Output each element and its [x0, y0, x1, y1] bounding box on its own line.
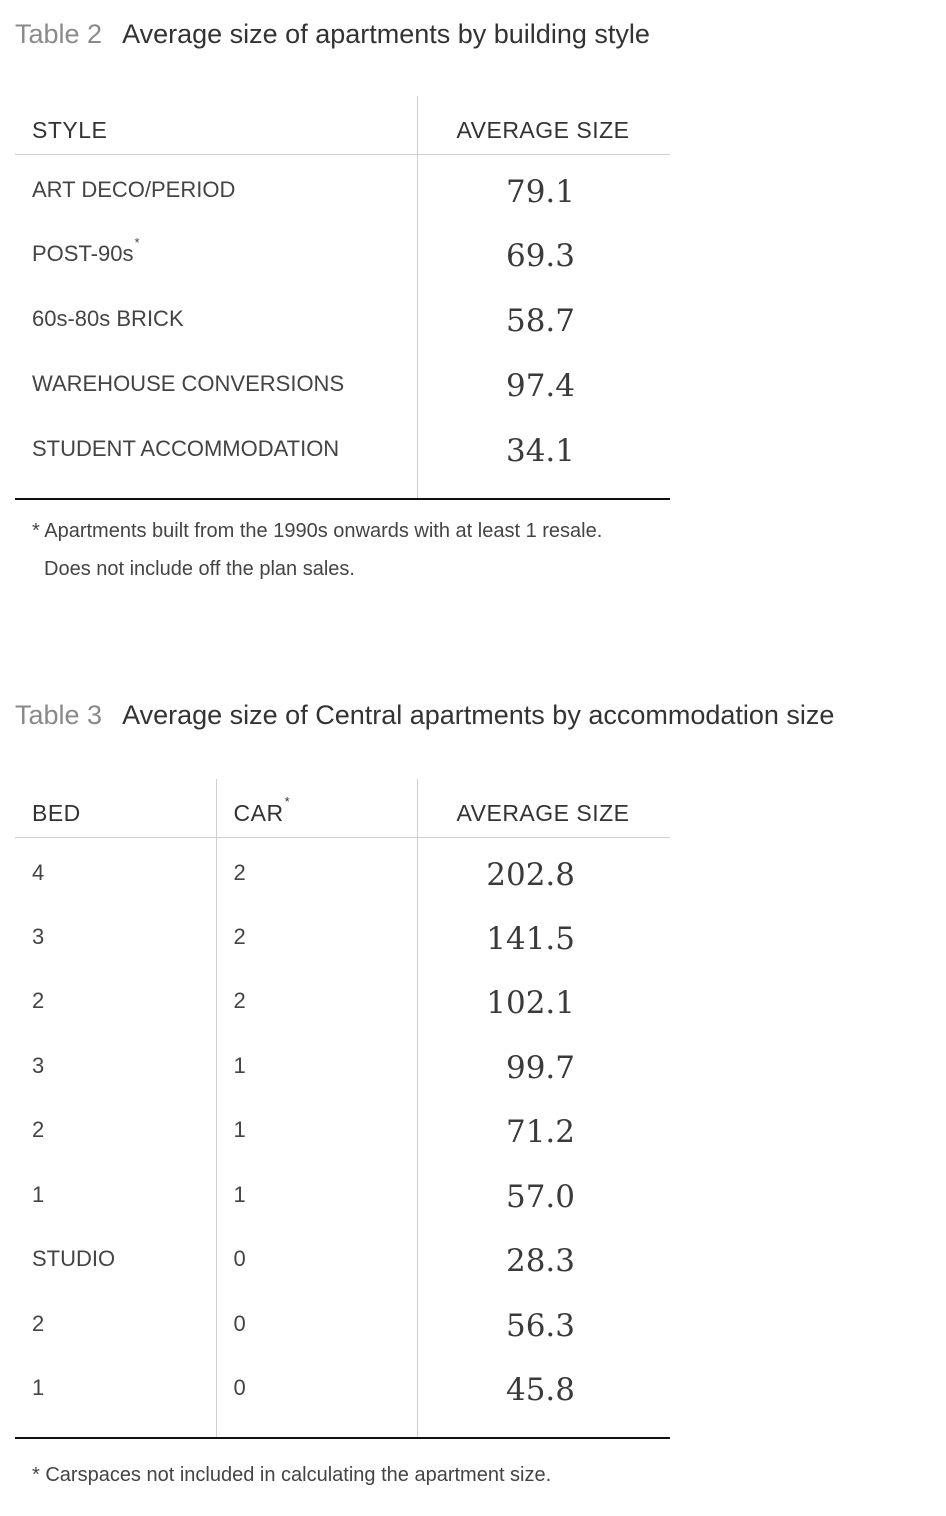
table2-spacer-row — [15, 479, 670, 499]
table3-caption — [15, 698, 834, 732]
table-row — [15, 1160, 670, 1225]
table2-header-style: STYLE — [15, 96, 417, 154]
table3-body — [15, 837, 670, 1438]
style-label: WAREHOUSE CONVERSIONS — [32, 371, 345, 396]
bed-cell: 3 — [32, 1052, 45, 1078]
table-row — [15, 349, 670, 414]
table2-header-average-size: AVERAGE SIZE — [417, 96, 670, 154]
style-label: POST-90s — [32, 241, 134, 266]
table3-header-row — [15, 779, 670, 837]
table-row — [15, 1095, 670, 1160]
table3-header-car — [216, 779, 417, 837]
table2-title: Average size of apartments by building style — [122, 19, 650, 49]
bed-cell: 4 — [32, 859, 45, 885]
car-cell: 1 — [216, 1160, 417, 1225]
spacer-cell — [417, 479, 670, 499]
style-cell — [15, 219, 417, 284]
table2-tag: Table 2 — [15, 19, 103, 49]
table-row — [15, 1289, 670, 1354]
average-size-cell: 58.7 — [417, 284, 670, 349]
spacer-cell — [417, 1418, 670, 1438]
table-row — [15, 284, 670, 349]
style-label: 60s-80s BRICK — [32, 306, 184, 331]
average-size-cell: 69.3 — [417, 219, 670, 284]
average-size-cell: 28.3 — [417, 1224, 670, 1289]
table2-caption — [15, 17, 650, 51]
table-row — [15, 414, 670, 479]
table-row — [15, 154, 670, 219]
table2-footnote — [32, 512, 602, 588]
style-label: ART DECO/PERIOD — [32, 176, 236, 202]
table2-body — [15, 154, 670, 499]
car-cell: 2 — [216, 902, 417, 967]
average-size-cell: 45.8 — [417, 1353, 670, 1418]
average-size-cell: 99.7 — [417, 1031, 670, 1096]
average-size-cell: 56.3 — [417, 1289, 670, 1354]
style-cell — [15, 284, 417, 349]
bed-cell: 2 — [32, 1310, 45, 1336]
table-row — [15, 837, 670, 902]
car-cell: 2 — [216, 837, 417, 902]
car-cell: 2 — [216, 966, 417, 1031]
average-size-cell: 34.1 — [417, 414, 670, 479]
table3-tag: Table 3 — [15, 700, 103, 730]
table-row — [15, 902, 670, 967]
car-cell: 1 — [216, 1095, 417, 1160]
table3-footnote: * Carspaces not included in calculating the apartment size. — [32, 1464, 552, 1486]
bed-cell: 1 — [32, 1375, 45, 1400]
table3-header-car-footnote-mark: * — [284, 793, 291, 809]
bed-cell: 2 — [32, 988, 45, 1013]
table-row — [15, 219, 670, 284]
table2-header-row — [15, 96, 670, 154]
bed-cell: 1 — [32, 1181, 45, 1207]
average-size-cell: 141.5 — [417, 902, 670, 967]
average-size-cell: 79.1 — [417, 154, 670, 219]
car-cell: 0 — [216, 1289, 417, 1354]
table-row — [15, 1353, 670, 1418]
table3-header-average-size: AVERAGE SIZE — [417, 779, 670, 837]
bed-cell: 2 — [32, 1117, 45, 1142]
table2-footnote-line1: * Apartments built from the 1990s onwards with at least 1 resale. — [32, 520, 603, 542]
spacer-cell — [15, 479, 417, 499]
style-cell — [15, 154, 417, 219]
table3-header-car-label: CAR — [233, 799, 284, 826]
style-cell — [15, 414, 417, 479]
average-size-cell: 57.0 — [417, 1160, 670, 1225]
table3-header-bed: BED — [15, 779, 216, 837]
car-cell: 1 — [216, 1031, 417, 1096]
table2 — [15, 96, 670, 500]
car-cell: 0 — [216, 1353, 417, 1418]
spacer-cell — [216, 1418, 417, 1438]
average-size-cell: 202.8 — [417, 837, 670, 902]
average-size-cell: 71.2 — [417, 1095, 670, 1160]
bed-cell: 3 — [32, 923, 45, 949]
table3 — [15, 779, 670, 1439]
table3-spacer-row — [15, 1418, 670, 1438]
table-row — [15, 966, 670, 1031]
table2-footnote-line2: Does not include off the plan sales. — [44, 558, 355, 580]
average-size-cell: 97.4 — [417, 349, 670, 414]
style-cell — [15, 349, 417, 414]
table-row — [15, 1031, 670, 1096]
footnote-mark: * — [134, 235, 140, 250]
spacer-cell — [15, 1418, 216, 1438]
average-size-cell: 102.1 — [417, 966, 670, 1031]
bed-cell: STUDIO — [32, 1246, 116, 1271]
car-cell: 0 — [216, 1224, 417, 1289]
table3-title: Average size of Central apartments by accommodation size — [122, 700, 835, 730]
table-row — [15, 1224, 670, 1289]
style-label: STUDENT ACCOMMODATION — [32, 436, 340, 461]
